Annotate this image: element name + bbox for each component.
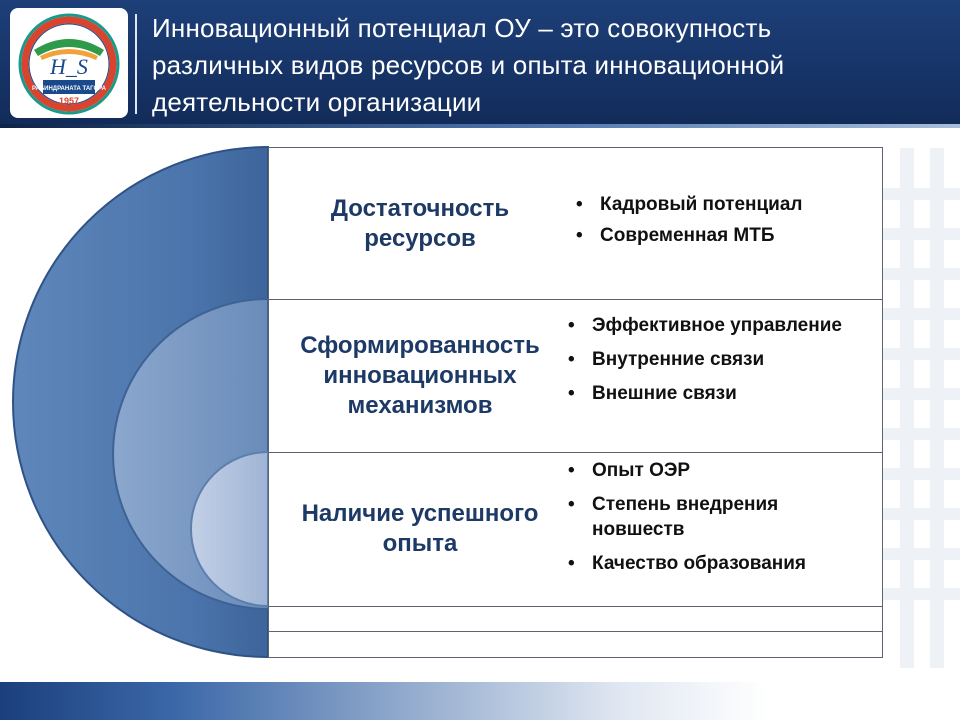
empty-row-box [268,606,883,633]
level-3-bullet-list [566,458,876,585]
bullet-item: • Современная МТБ [574,223,874,248]
bullet-item: • Степень внедрения новшеств [566,492,876,542]
empty-row-box [268,631,883,658]
level-2-bullet-list [566,313,871,415]
bullet-item: • Кадровый потенциал [574,192,874,217]
bullet-item: • Внешние связи [566,381,871,406]
svg-text:H_S: H_S [50,54,88,79]
bullet-item: • Эффективное управление [566,313,871,338]
level-1-label: Достаточность ресурсов [330,195,510,252]
svg-text:РАБИНДРАНАТА ТАГОРА: РАБИНДРАНАТА ТАГОРА [32,86,106,92]
slide-title: Инновационный потенциал ОУ – это совокупность различных видов ресурсов и опыта инновационной деятельности организации [152,13,785,117]
level-3-label: Наличие успешного опыта [301,500,539,557]
bullet-item: • Опыт ОЭР [566,458,876,483]
logo-year: 1957 [58,96,80,106]
bullet-item: • Внутренние связи [566,347,871,372]
level-2-label: Сформированность инновационных механизмов [300,332,540,419]
level-1-bullet-list [574,192,874,254]
bullet-item: • Качество образования [566,551,876,576]
